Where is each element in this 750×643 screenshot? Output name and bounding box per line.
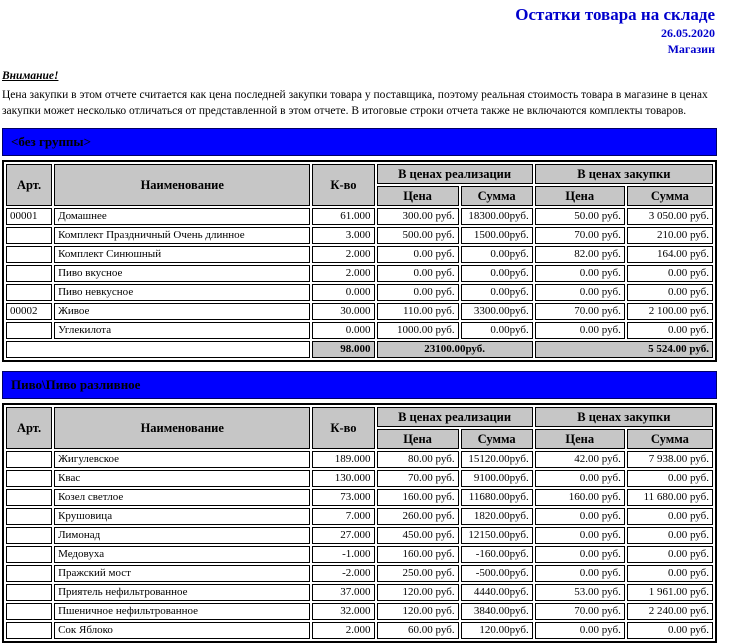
cell-art: 00002 <box>6 303 52 320</box>
cell-name: Живое <box>54 303 310 320</box>
cell-sale-price: 1000.00 руб. <box>377 322 459 339</box>
cell-qty: -2.000 <box>312 565 374 582</box>
cell-purchase-sum: 0.00 руб. <box>627 284 713 301</box>
cell-art <box>6 546 52 563</box>
cell-sale-price: 160.00 руб. <box>377 546 459 563</box>
cell-qty: 37.000 <box>312 584 374 601</box>
cell-purchase-price: 0.00 руб. <box>535 508 625 525</box>
cell-qty: 2.000 <box>312 265 374 282</box>
table-header <box>6 407 713 449</box>
cell-art <box>6 470 52 487</box>
col-header-sale-sum: Сумма <box>461 429 533 449</box>
cell-sale-sum: 0.00руб. <box>461 322 533 339</box>
cell-name: Квас <box>54 470 310 487</box>
cell-name: Крушовица <box>54 508 310 525</box>
group-bar-no-group: <без группы> <box>2 128 717 156</box>
cell-purchase-sum: 0.00 руб. <box>627 265 713 282</box>
cell-name: Приятель нефильтрованное <box>54 584 310 601</box>
table-row <box>6 246 713 263</box>
cell-sale-sum: 15120.00руб. <box>461 451 533 468</box>
cell-sale-price: 260.00 руб. <box>377 508 459 525</box>
cell-sale-price: 80.00 руб. <box>377 451 459 468</box>
cell-art <box>6 508 52 525</box>
cell-name: Углекилота <box>54 322 310 339</box>
stock-table-draft-beer <box>2 403 717 643</box>
cell-purchase-sum: 164.00 руб. <box>627 246 713 263</box>
cell-purchase-price: 0.00 руб. <box>535 284 625 301</box>
cell-purchase-sum: 0.00 руб. <box>627 546 713 563</box>
col-header-name: Наименование <box>54 407 310 449</box>
cell-purchase-price: 0.00 руб. <box>535 546 625 563</box>
cell-sale-price: 500.00 руб. <box>377 227 459 244</box>
cell-sale-price: 0.00 руб. <box>377 284 459 301</box>
cell-purchase-price: 0.00 руб. <box>535 265 625 282</box>
cell-name: Пиво вкусное <box>54 265 310 282</box>
cell-purchase-price: 70.00 руб. <box>535 227 625 244</box>
table-row <box>6 546 713 563</box>
cell-art <box>6 584 52 601</box>
stock-table-no-group <box>2 160 717 362</box>
cell-qty: 0.000 <box>312 284 374 301</box>
cell-purchase-sum: 0.00 руб. <box>627 527 713 544</box>
cell-sale-sum: 11680.00руб. <box>461 489 533 506</box>
cell-sale-price: 110.00 руб. <box>377 303 459 320</box>
cell-name: Комплект Синюшный <box>54 246 310 263</box>
cell-qty: 0.000 <box>312 322 374 339</box>
cell-art <box>6 565 52 582</box>
table-row <box>6 284 713 301</box>
totals-purchase-sum: 5 524.00 руб. <box>535 341 713 358</box>
col-header-qty: К-во <box>312 164 374 206</box>
table-row <box>6 565 713 582</box>
cell-qty: 7.000 <box>312 508 374 525</box>
cell-sale-price: 70.00 руб. <box>377 470 459 487</box>
col-header-art: Арт. <box>6 164 52 206</box>
col-header-art: Арт. <box>6 407 52 449</box>
cell-art <box>6 527 52 544</box>
cell-sale-sum: 0.00руб. <box>461 265 533 282</box>
cell-sale-price: 120.00 руб. <box>377 603 459 620</box>
cell-art <box>6 246 52 263</box>
cell-art <box>6 227 52 244</box>
table-row <box>6 584 713 601</box>
cell-purchase-price: 50.00 руб. <box>535 208 625 225</box>
table-row <box>6 265 713 282</box>
col-header-purchase-sum: Сумма <box>627 186 713 206</box>
col-group-sale: В ценах реализации <box>377 164 533 184</box>
cell-sale-price: 450.00 руб. <box>377 527 459 544</box>
cell-purchase-price: 0.00 руб. <box>535 527 625 544</box>
cell-sale-price: 60.00 руб. <box>377 622 459 639</box>
cell-purchase-price: 70.00 руб. <box>535 303 625 320</box>
cell-sale-sum: 12150.00руб. <box>461 527 533 544</box>
table-row <box>6 470 713 487</box>
cell-art: 00001 <box>6 208 52 225</box>
cell-purchase-price: 42.00 руб. <box>535 451 625 468</box>
cell-name: Козел светлое <box>54 489 310 506</box>
col-header-qty: К-во <box>312 407 374 449</box>
report-date: 26.05.2020 <box>661 26 715 40</box>
cell-qty: 73.000 <box>312 489 374 506</box>
table-row <box>6 527 713 544</box>
cell-sale-sum: 1500.00руб. <box>461 227 533 244</box>
col-group-purchase: В ценах закупки <box>535 164 713 184</box>
col-group-purchase: В ценах закупки <box>535 407 713 427</box>
cell-qty: 3.000 <box>312 227 374 244</box>
table-row <box>6 227 713 244</box>
cell-purchase-price: 0.00 руб. <box>535 565 625 582</box>
totals-row <box>6 341 713 358</box>
cell-art <box>6 489 52 506</box>
cell-sale-sum: 3840.00руб. <box>461 603 533 620</box>
cell-sale-price: 120.00 руб. <box>377 584 459 601</box>
cell-purchase-price: 82.00 руб. <box>535 246 625 263</box>
cell-art <box>6 622 52 639</box>
table-row <box>6 303 713 320</box>
cell-sale-sum: 0.00руб. <box>461 284 533 301</box>
cell-purchase-price: 160.00 руб. <box>535 489 625 506</box>
cell-purchase-sum: 11 680.00 руб. <box>627 489 713 506</box>
cell-art <box>6 284 52 301</box>
cell-qty: 189.000 <box>312 451 374 468</box>
cell-purchase-sum: 0.00 руб. <box>627 622 713 639</box>
col-group-sale: В ценах реализации <box>377 407 533 427</box>
col-header-sale-price: Цена <box>377 186 459 206</box>
table-row <box>6 622 713 639</box>
totals-sale-sum: 23100.00руб. <box>377 341 533 358</box>
cell-name: Медовуха <box>54 546 310 563</box>
cell-purchase-sum: 2 240.00 руб. <box>627 603 713 620</box>
table-header <box>6 164 713 206</box>
cell-qty: 130.000 <box>312 470 374 487</box>
warning-text: Цена закупки в этом отчете считается как цена последней закупки товара у поставщика, поэтому реальная стоимость товара в магазине в ценах закупки может несколько отличаться от представленной в этом отчете. В итоговые строки отчета также не включаются комплекты товаров. <box>2 89 708 117</box>
warning-title: Внимание! <box>2 70 59 82</box>
cell-purchase-sum: 1 961.00 руб. <box>627 584 713 601</box>
warning-block <box>2 69 717 119</box>
table-body <box>6 208 713 339</box>
cell-art <box>6 322 52 339</box>
cell-purchase-sum: 7 938.00 руб. <box>627 451 713 468</box>
cell-purchase-price: 53.00 руб. <box>535 584 625 601</box>
cell-sale-price: 0.00 руб. <box>377 265 459 282</box>
cell-purchase-sum: 210.00 руб. <box>627 227 713 244</box>
cell-name: Пражский мост <box>54 565 310 582</box>
table-row <box>6 489 713 506</box>
table-totals <box>6 341 713 358</box>
cell-sale-sum: 9100.00руб. <box>461 470 533 487</box>
cell-art <box>6 603 52 620</box>
cell-sale-price: 300.00 руб. <box>377 208 459 225</box>
col-header-purchase-price: Цена <box>535 429 625 449</box>
cell-sale-sum: 0.00руб. <box>461 246 533 263</box>
col-header-purchase-price: Цена <box>535 186 625 206</box>
cell-purchase-sum: 0.00 руб. <box>627 322 713 339</box>
cell-qty: 61.000 <box>312 208 374 225</box>
cell-sale-sum: -500.00руб. <box>461 565 533 582</box>
cell-qty: -1.000 <box>312 546 374 563</box>
cell-sale-sum: 18300.00руб. <box>461 208 533 225</box>
table-row <box>6 322 713 339</box>
cell-purchase-sum: 3 050.00 руб. <box>627 208 713 225</box>
cell-purchase-sum: 0.00 руб. <box>627 565 713 582</box>
cell-purchase-sum: 2 100.00 руб. <box>627 303 713 320</box>
cell-name: Пшеничное нефильтрованное <box>54 603 310 620</box>
cell-sale-price: 250.00 руб. <box>377 565 459 582</box>
report-store: Магазин <box>667 42 715 56</box>
cell-name: Сок Яблоко <box>54 622 310 639</box>
cell-purchase-price: 0.00 руб. <box>535 470 625 487</box>
table-body <box>6 451 713 639</box>
cell-qty: 27.000 <box>312 527 374 544</box>
col-header-name: Наименование <box>54 164 310 206</box>
cell-name: Жигулевское <box>54 451 310 468</box>
group-bar-draft-beer: Пиво\Пиво разливное <box>2 371 717 399</box>
cell-purchase-price: 70.00 руб. <box>535 603 625 620</box>
totals-qty: 98.000 <box>312 341 374 358</box>
cell-name: Домашнее <box>54 208 310 225</box>
cell-name: Комплект Праздничный Очень длинное <box>54 227 310 244</box>
cell-sale-price: 160.00 руб. <box>377 489 459 506</box>
totals-spacer <box>6 341 310 358</box>
table-row <box>6 451 713 468</box>
cell-qty: 30.000 <box>312 303 374 320</box>
cell-qty: 2.000 <box>312 622 374 639</box>
col-header-sale-price: Цена <box>377 429 459 449</box>
cell-sale-sum: 1820.00руб. <box>461 508 533 525</box>
cell-purchase-price: 0.00 руб. <box>535 622 625 639</box>
cell-purchase-sum: 0.00 руб. <box>627 508 713 525</box>
cell-sale-sum: 3300.00руб. <box>461 303 533 320</box>
cell-purchase-sum: 0.00 руб. <box>627 470 713 487</box>
cell-sale-sum: 4440.00руб. <box>461 584 533 601</box>
table-row <box>6 208 713 225</box>
cell-name: Пиво невкусное <box>54 284 310 301</box>
cell-purchase-price: 0.00 руб. <box>535 322 625 339</box>
cell-qty: 32.000 <box>312 603 374 620</box>
table-row <box>6 603 713 620</box>
cell-qty: 2.000 <box>312 246 374 263</box>
col-header-sale-sum: Сумма <box>461 186 533 206</box>
cell-sale-price: 0.00 руб. <box>377 246 459 263</box>
col-header-purchase-sum: Сумма <box>627 429 713 449</box>
cell-name: Лимонад <box>54 527 310 544</box>
cell-art <box>6 451 52 468</box>
cell-sale-sum: 120.00руб. <box>461 622 533 639</box>
cell-art <box>6 265 52 282</box>
table-row <box>6 508 713 525</box>
page-title: Остатки товара на складе <box>515 5 715 24</box>
cell-sale-sum: -160.00руб. <box>461 546 533 563</box>
report-header <box>2 4 717 57</box>
